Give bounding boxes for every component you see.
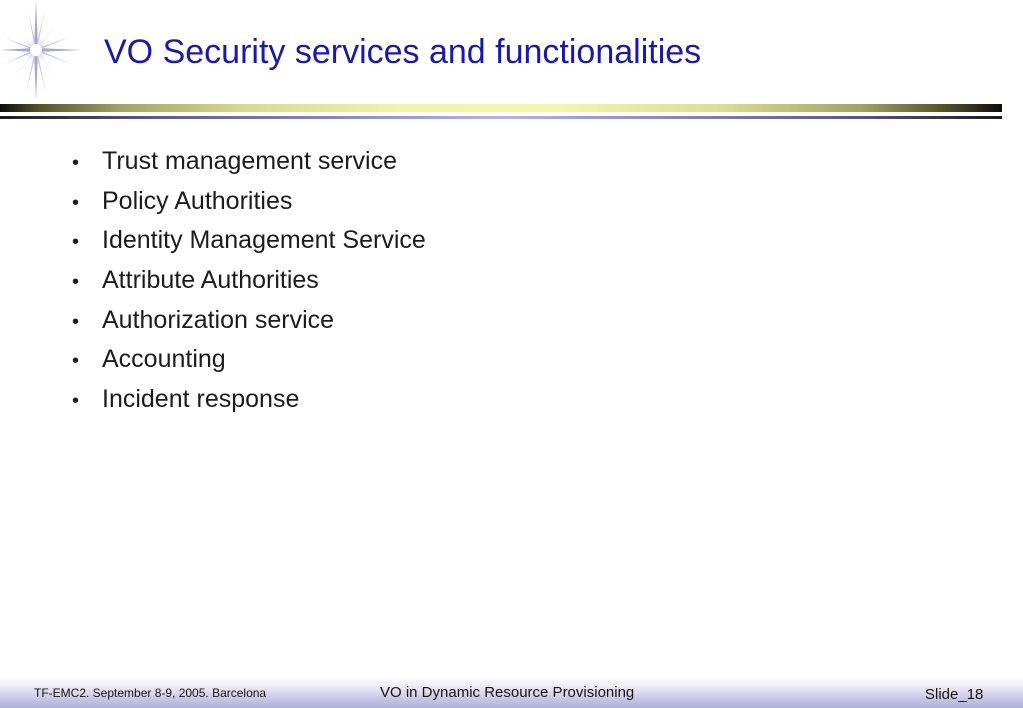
bullet-marker: • [72,231,80,254]
bullet-text: Attribute Authorities [102,266,319,295]
bullet-text: Identity Management Service [102,226,426,255]
bullet-marker: • [72,310,80,333]
bullet-list [72,142,426,420]
bullet-marker: • [72,152,80,174]
bullet-text: Authorization service [102,305,335,334]
bullet-text: Incident response [102,385,300,414]
bullet-marker: • [72,271,80,294]
list-item [72,340,426,380]
starburst-icon [0,0,84,104]
bullet-text: Policy Authorities [102,186,293,215]
bullet-marker: • [72,191,80,214]
list-item [72,301,426,341]
list-item [72,221,426,261]
slide-title: VO Security services and functionalities [104,33,702,71]
list-item [72,380,426,420]
bullet-marker: • [72,350,80,373]
list-item [72,182,426,222]
bullet-marker: • [72,390,80,413]
title-divider [0,104,1002,112]
title-divider-thin [0,116,1002,119]
list-item [72,261,426,301]
footer-event-info: TF-EMC2. September 8-9, 2005. Barcelona [34,686,267,700]
bullet-text: Accounting [102,345,226,374]
list-item [72,142,426,182]
footer-slide-number: Slide_18 [925,686,984,703]
bullet-text: Trust management service [102,147,398,175]
slide-footer [0,676,1023,708]
footer-presentation-title: VO in Dynamic Resource Provisioning [380,684,635,701]
